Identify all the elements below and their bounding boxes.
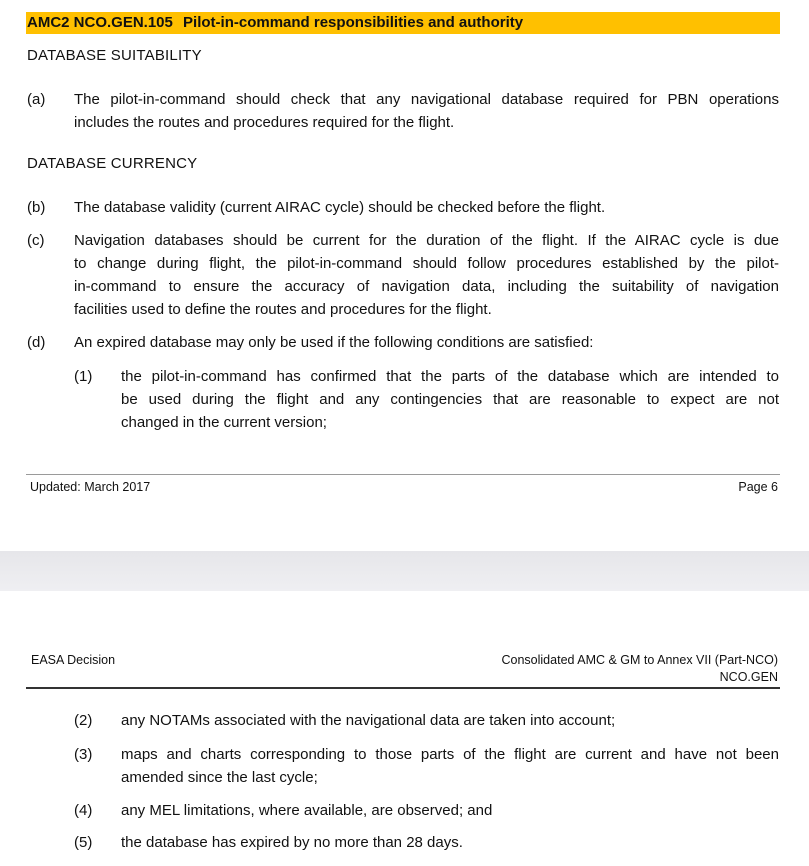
subitem-1 [74,365,779,434]
paragraph-d [27,331,779,354]
text-line: the pilot-in-command has confirmed that the parts of the database which are intended to [121,368,779,385]
amc-code: AMC2 NCO.GEN.105 [27,14,173,31]
subitem-text [121,831,779,854]
header-easa-decision: EASA Decision [31,653,116,667]
subitem-label: (4) [74,802,93,819]
paragraph-text [74,229,779,321]
text-line: any NOTAMs associated with the navigational data are taken into account; [121,712,616,729]
subitem-text [121,709,779,732]
page-gap [0,551,809,591]
paragraph-b [27,196,779,219]
paragraph-text [74,331,779,354]
header-document-title: Consolidated AMC & GM to Annex VII (Part-NCO) [501,653,778,667]
paragraph-text [74,196,779,219]
text-line: changed in the current version; [121,414,327,431]
paragraph-text [74,88,779,134]
section-title-database-currency: DATABASE CURRENCY [27,155,198,172]
text-line: The pilot-in-command should check that any navigational database required for PBN operations [74,91,779,108]
text-line: any MEL limitations, where available, are observed; and [121,802,493,819]
footer-updated-date: Updated: March 2017 [30,480,151,494]
paragraph-label: (a) [27,91,46,108]
subitem-label: (1) [74,368,93,385]
text-line: includes the routes and procedures required for the flight. [74,114,455,131]
text-line: to change during flight, the pilot-in-command should follow procedures established by the pilot- [74,255,779,272]
text-line: be used during the flight and any contingencies that are reasonable to expect are not [121,391,779,408]
document-page-7 [0,591,809,866]
text-line: the database has expired by no more than 28 days. [121,834,463,851]
subitem-3 [74,743,779,789]
subitem-4 [74,799,779,822]
subitem-text [121,743,779,789]
text-line: An expired database may only be used if the following conditions are satisfied: [74,334,594,351]
amc-heading [26,12,780,34]
text-line: facilities used to define the routes and procedures for the flight. [74,301,492,318]
subitem-label: (3) [74,746,93,763]
subitem-label: (2) [74,712,93,729]
text-line: maps and charts corresponding to those parts of the flight are current and have not been [121,746,779,763]
subitem-text [121,799,779,822]
subitem-text [121,365,779,434]
text-line: in-command to ensure the accuracy of navigation data, including the suitability of navigation [74,278,779,295]
footer-page-number: Page 6 [738,480,778,494]
paragraph-label: (c) [27,232,45,249]
subitem-2 [74,709,779,732]
text-line: amended since the last cycle; [121,769,318,786]
paragraph-c [27,229,779,321]
footer-divider [26,474,780,475]
subitem-label: (5) [74,834,93,851]
amc-title: Pilot-in-command responsibilities and authority [183,14,524,31]
paragraph-label: (b) [27,199,46,216]
paragraph-a [27,88,779,134]
header-divider [26,687,780,689]
header-section-code: NCO.GEN [719,670,778,684]
paragraph-label: (d) [27,334,46,351]
text-line: The database validity (current AIRAC cycle) should be checked before the flight. [74,199,606,216]
text-line: Navigation databases should be current for the duration of the flight. If the AIRAC cycle is due [74,232,779,249]
subitem-5 [74,831,779,854]
section-title-database-suitability: DATABASE SUITABILITY [27,47,202,64]
